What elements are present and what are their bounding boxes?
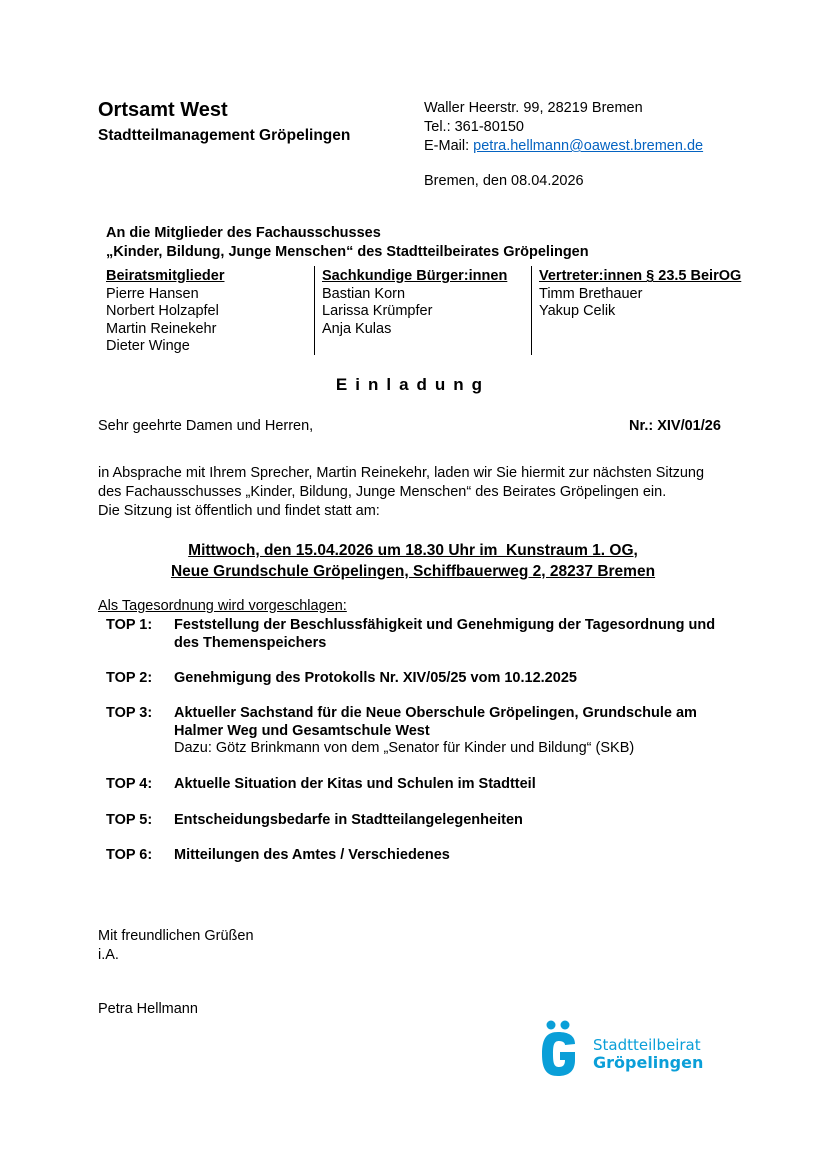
member-name: Martin Reinekehr [106, 320, 217, 337]
agenda-label: TOP 1: [106, 617, 153, 633]
logo-dot-left [547, 1021, 556, 1030]
agenda-label: TOP 3: [106, 705, 153, 721]
logo-g-shape [542, 1032, 575, 1076]
agenda-label: TOP 5: [106, 812, 153, 828]
agenda-note: Dazu: Götz Brinkmann von dem „Senator für Kinder und Bildung“ (SKB) [174, 740, 635, 756]
agenda-text: Feststellung der Beschlussfähigkeit und Genehmigung der Tagesordnung und des Themenspeichers [174, 617, 716, 651]
signature-name: Petra Hellmann [98, 1001, 198, 1017]
closing-greeting: Mit freundlichen Grüßen [98, 928, 254, 944]
agenda-label: TOP 2: [106, 670, 153, 686]
agenda-item [106, 617, 746, 652]
logo-line-1: Stadtteilbeirat [593, 1036, 701, 1054]
agenda-text: Genehmigung des Protokolls Nr. XIV/05/25 vom 10.12.2025 [174, 670, 577, 686]
member-name: Dieter Winge [106, 338, 190, 354]
agenda-item [106, 705, 746, 758]
intro-line-2: des Fachausschusses „Kinder, Bildung, Junge Menschen“ des Beirates Gröpelingen ein. [98, 484, 667, 500]
meeting-line-2: Neue Grundschule Gröpelingen, Schiffbauerweg 2, 28237 Bremen [170, 563, 656, 580]
email-link[interactable]: petra.hellmann@oawest.bremen.de [473, 138, 704, 154]
member-name: Larissa Krümpfer [322, 303, 433, 319]
agenda-item [106, 776, 746, 794]
address-block [424, 99, 703, 156]
agenda-item [106, 812, 746, 830]
org-subtitle: Stadtteilmanagement Gröpelingen [98, 127, 351, 144]
reference-number: Nr.: XIV/01/26 [629, 418, 721, 434]
meeting-details [0, 540, 826, 582]
salutation: Sehr geehrte Damen und Herren, [98, 418, 314, 434]
member-name: Norbert Holzapfel [106, 303, 219, 319]
email-label: E-Mail: [424, 138, 474, 154]
agenda-text: Aktueller Sachstand für die Neue Oberschule Gröpelingen, Grundschule am Halmer Weg und Gesamtschule West [174, 705, 697, 739]
column-heading: Beiratsmitglieder [106, 268, 225, 284]
letter-date: Bremen, den 08.04.2026 [424, 173, 584, 189]
logo-dot-right [561, 1021, 570, 1030]
logo-text [593, 1036, 703, 1072]
meeting-line-1: Mittwoch, den 15.04.2026 um 18.30 Uhr im Kunstraum 1. OG, [188, 542, 638, 559]
closing [98, 927, 254, 965]
recipients-line-1: An die Mitglieder des Fachausschusses [106, 225, 381, 241]
logo-line-2: Gröpelingen [593, 1053, 704, 1072]
member-name: Anja Kulas [322, 320, 392, 337]
members-column-vertreter [539, 268, 741, 321]
recipients [106, 224, 589, 262]
member-name: Bastian Korn [322, 285, 406, 302]
agenda-text: Aktuelle Situation der Kitas und Schulen im Stadtteil [174, 776, 536, 792]
intro-line-3: Die Sitzung ist öffentlich und findet statt am: [98, 503, 380, 519]
document-title: Einladung [335, 375, 491, 394]
agenda-text: Entscheidungsbedarfe in Stadtteilangelegenheiten [174, 812, 523, 828]
column-divider [531, 266, 532, 355]
members-column-beirat [106, 268, 224, 356]
column-heading: Sachkundige Bürger:innen [322, 268, 508, 284]
member-name: Timm Brethauer [539, 285, 643, 302]
phone: Tel.: 361-80150 [424, 119, 524, 135]
email-line [424, 137, 703, 156]
org-title: Ortsamt West [98, 99, 228, 121]
agenda-label: TOP 4: [106, 776, 153, 792]
column-heading: Vertreter:innen § 23.5 BeirOG [539, 268, 742, 284]
agenda-heading: Als Tagesordnung wird vorgeschlagen: [98, 598, 347, 614]
members-column-buerger [322, 268, 507, 338]
agenda-text: Mitteilungen des Amtes / Verschiedenes [174, 847, 450, 863]
agenda-item [106, 670, 746, 688]
recipients-line-2: „Kinder, Bildung, Junge Menschen“ des Stadtteilbeirates Gröpelingen [106, 244, 589, 260]
intro-paragraph [98, 464, 748, 521]
member-name: Yakup Celik [539, 303, 616, 319]
agenda-item [106, 847, 746, 865]
on-behalf: i.A. [98, 947, 119, 963]
member-name: Pierre Hansen [106, 285, 199, 302]
agenda-label: TOP 6: [106, 847, 153, 863]
column-divider [314, 266, 315, 355]
intro-line-1: in Absprache mit Ihrem Sprecher, Martin Reinekehr, laden wir Sie hiermit zur nächsten Sitzung [98, 465, 705, 481]
address: Waller Heerstr. 99, 28219 Bremen [424, 100, 643, 116]
